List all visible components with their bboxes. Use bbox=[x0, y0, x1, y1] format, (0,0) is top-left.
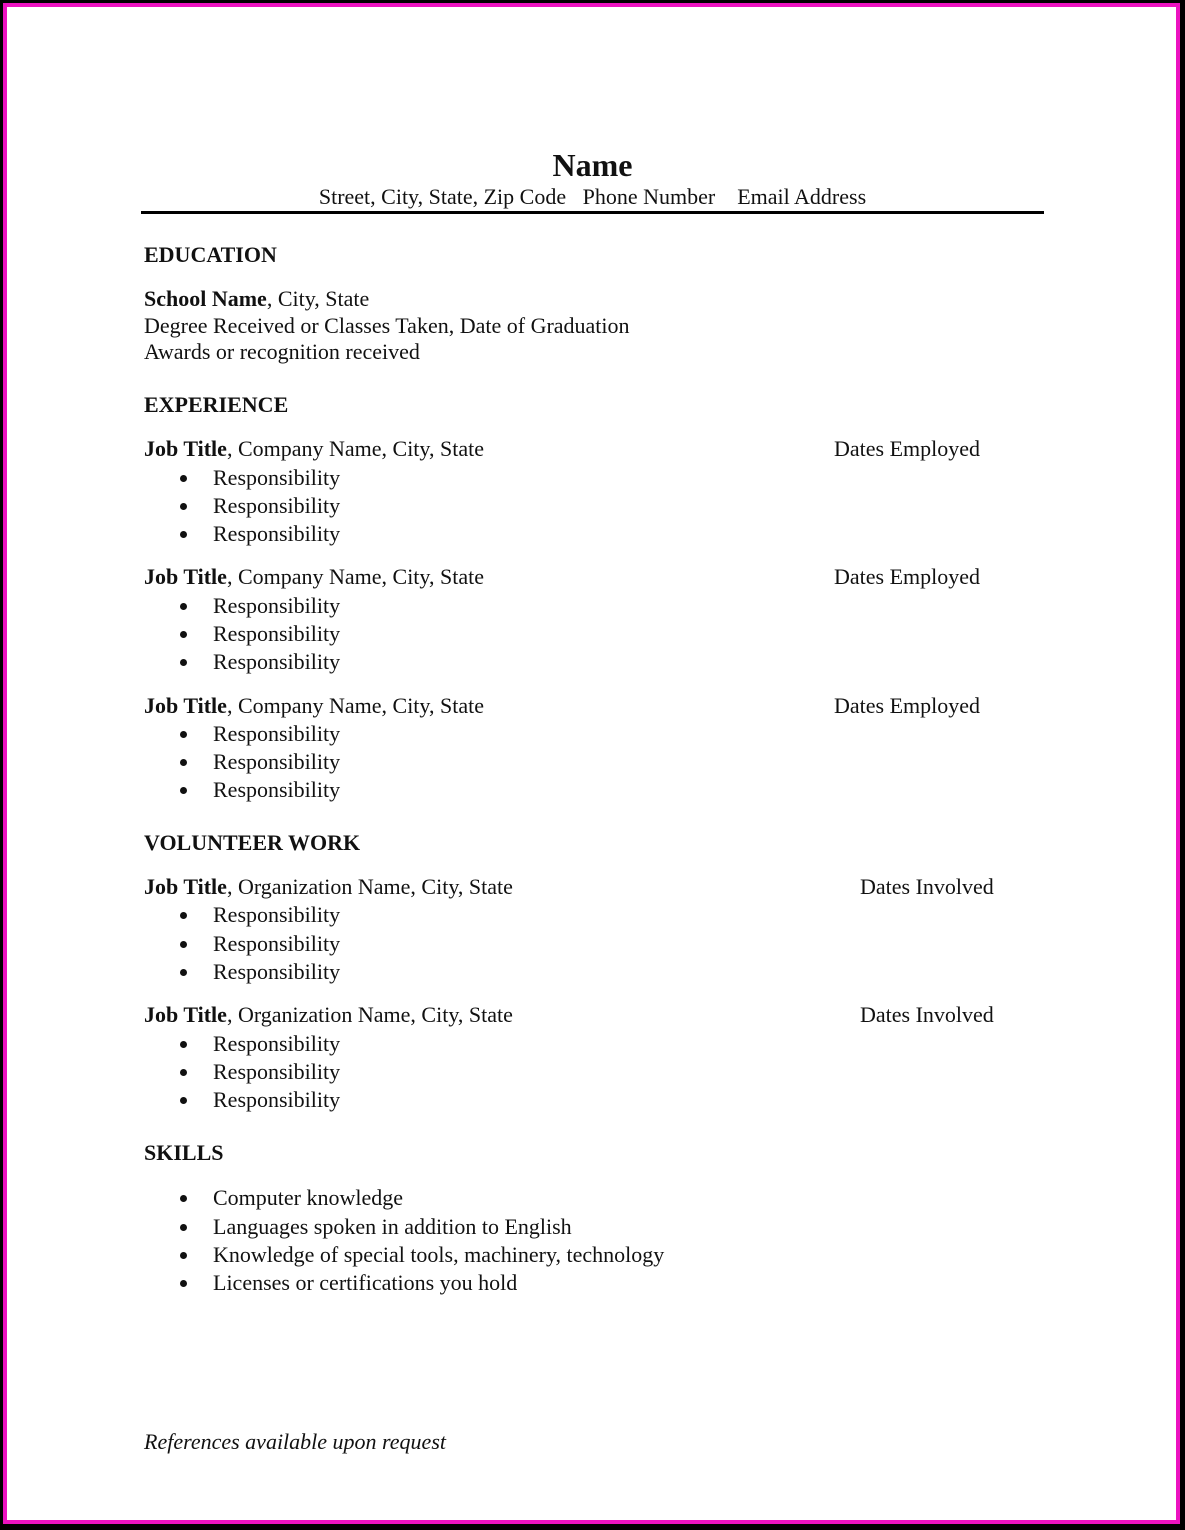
responsibility-item: Responsibility bbox=[213, 777, 341, 802]
job-details: , Organization Name, City, State bbox=[226, 874, 513, 899]
responsibility-item: Responsibility bbox=[213, 931, 341, 956]
responsibility-item: Responsibility bbox=[213, 521, 341, 546]
bullet-icon bbox=[180, 475, 187, 482]
experience-job-line bbox=[144, 435, 484, 463]
bullet-icon bbox=[180, 1195, 187, 1202]
resume-name: Name bbox=[552, 147, 633, 183]
responsibility-item: Responsibility bbox=[213, 749, 341, 774]
bullet-icon bbox=[180, 659, 187, 666]
bullet-icon bbox=[180, 631, 187, 638]
volunteer-job-line bbox=[144, 873, 513, 901]
bullet-icon bbox=[180, 787, 187, 794]
job-details: , Company Name, City, State bbox=[226, 693, 484, 718]
job-dates: Dates Employed bbox=[834, 436, 981, 461]
responsibility-item: Responsibility bbox=[213, 465, 341, 490]
responsibility-item: Responsibility bbox=[213, 1059, 341, 1084]
bullet-icon bbox=[180, 912, 187, 919]
job-title: Job Title bbox=[144, 693, 227, 718]
responsibility-item: Responsibility bbox=[213, 959, 341, 984]
bullet-icon bbox=[180, 731, 187, 738]
responsibility-item: Responsibility bbox=[213, 721, 341, 746]
header-rule bbox=[141, 211, 1044, 214]
bullet-icon bbox=[180, 531, 187, 538]
responsibility-item: Responsibility bbox=[213, 1087, 341, 1112]
school-name: School Name bbox=[144, 286, 267, 311]
job-title: Job Title bbox=[144, 564, 227, 589]
job-title: Job Title bbox=[144, 436, 227, 461]
section-heading-education: EDUCATION bbox=[144, 242, 277, 267]
experience-job-line bbox=[144, 563, 484, 591]
section-heading-skills: SKILLS bbox=[144, 1140, 224, 1165]
skill-item: Computer knowledge bbox=[213, 1185, 404, 1210]
bullet-icon bbox=[180, 1280, 187, 1287]
job-details: , Organization Name, City, State bbox=[226, 1002, 513, 1027]
skill-item: Licenses or certifications you hold bbox=[213, 1270, 518, 1295]
volunteer-dates: Dates Involved bbox=[860, 1002, 994, 1027]
references-note: References available upon request bbox=[144, 1429, 446, 1454]
bullet-icon bbox=[180, 603, 187, 610]
responsibility-item: Responsibility bbox=[213, 593, 341, 618]
section-heading-experience: EXPERIENCE bbox=[144, 392, 289, 417]
bullet-icon bbox=[180, 1041, 187, 1048]
bullet-icon bbox=[180, 759, 187, 766]
school-location: , City, State bbox=[266, 286, 370, 311]
responsibility-item: Responsibility bbox=[213, 621, 341, 646]
responsibility-item: Responsibility bbox=[213, 493, 341, 518]
job-title: Job Title bbox=[144, 1002, 227, 1027]
experience-job-line bbox=[144, 692, 484, 720]
education-degree: Degree Received or Classes Taken, Date of Graduation bbox=[144, 313, 630, 338]
section-heading-volunteer: VOLUNTEER WORK bbox=[144, 830, 361, 855]
bullet-icon bbox=[180, 1069, 187, 1076]
bullet-icon bbox=[180, 1252, 187, 1259]
job-details: , Company Name, City, State bbox=[226, 564, 484, 589]
responsibility-item: Responsibility bbox=[213, 649, 341, 674]
education-school-line bbox=[144, 285, 369, 313]
volunteer-dates: Dates Involved bbox=[860, 874, 994, 899]
skill-item: Knowledge of special tools, machinery, technology bbox=[213, 1242, 665, 1267]
bullet-icon bbox=[180, 1224, 187, 1231]
skill-item: Languages spoken in addition to English bbox=[213, 1214, 572, 1239]
contact-line: Street, City, State, Zip Code Phone Number Email Address bbox=[318, 184, 867, 209]
education-awards: Awards or recognition received bbox=[144, 339, 420, 364]
job-title: Job Title bbox=[144, 874, 227, 899]
job-dates: Dates Employed bbox=[834, 693, 981, 718]
job-details: , Company Name, City, State bbox=[226, 436, 484, 461]
volunteer-job-line bbox=[144, 1001, 513, 1029]
responsibility-item: Responsibility bbox=[213, 1031, 341, 1056]
job-dates: Dates Employed bbox=[834, 564, 981, 589]
bullet-icon bbox=[180, 969, 187, 976]
bullet-icon bbox=[180, 503, 187, 510]
responsibility-item: Responsibility bbox=[213, 902, 341, 927]
bullet-icon bbox=[180, 1097, 187, 1104]
bullet-icon bbox=[180, 941, 187, 948]
